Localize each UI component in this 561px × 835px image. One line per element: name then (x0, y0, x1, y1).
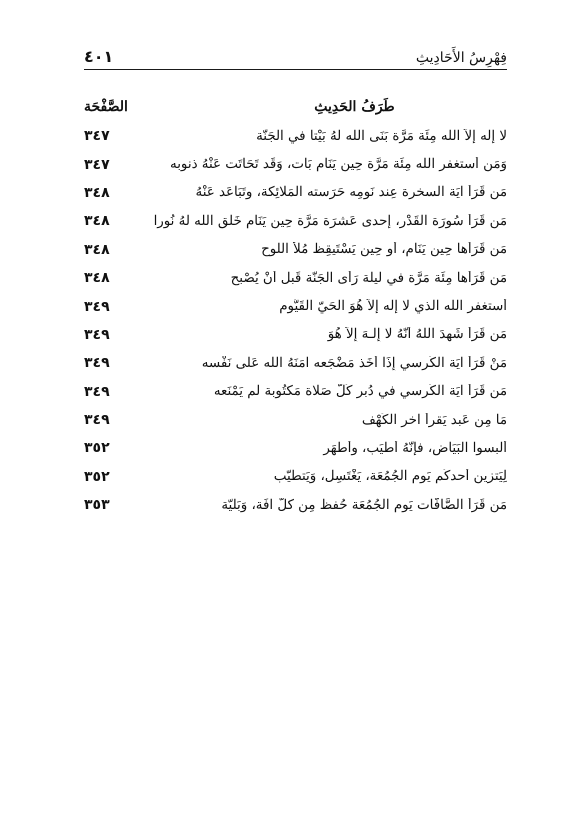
page-ref: ٣٥٣ (84, 497, 110, 514)
page-ref: ٣٤٧ (84, 128, 110, 145)
hadith-text: أستغفر الله الَّذي لا إله إلاّ هُوَ الحَيّ القَيُّوم (279, 299, 507, 315)
hadith-text: مَنْ قَرَأ آيَة الكُرسي إِذَا أَخَذ مَضْجَعه آمَنَهُ الله عَلَى نَفْسه (201, 355, 507, 371)
table-row (84, 463, 507, 491)
page-ref: ٣٤٨ (84, 184, 110, 201)
hadith-text: ألبسوا البَيَاض، فإنَّهُ أطيَب، وأطهَر (323, 440, 507, 456)
page-ref: ٣٤٨ (84, 270, 110, 287)
hadith-text: وَمَن أستغفر الله مِئَة مَرَّة حِين يَنَام بَات، وَقَد تَحَاتَت عَنْهُ ذنوبه (170, 157, 507, 173)
hadith-text: لا إله إلاّ الله مِئَة مَرَّة بَنَى الله لَهُ بَيْتاً في الجَنَّة (256, 128, 507, 144)
hadith-text: مَن قَرَأها حِين يَنَام، أو حِين يَسْتَيقِظ مُلأ اللَّوح (261, 242, 507, 258)
table-row (84, 434, 507, 462)
table-header (84, 92, 507, 122)
hadith-text: مَن قَرَأ آيَة الكُرسي في دُبر كُلّ صَلاة مَكتُوبة لَم يَمْنَعه (213, 384, 507, 400)
hadith-text: مَن قَرَأ شَهِدَ اللهُ أَنَّهُ لا إِلَـهَ إِلاَّ هُوَ (327, 327, 507, 343)
page-ref: ٣٤٩ (84, 298, 110, 315)
hadith-index-table (84, 92, 507, 519)
table-row (84, 264, 507, 292)
table-row (84, 292, 507, 320)
page-ref: ٣٤٩ (84, 383, 110, 400)
hadith-text: مَن قَرَأها مِئَة مَرَّة في لَيلَة رَأى الجَنَّة قَبل أَنْ يُصْبح (230, 270, 507, 286)
table-row (84, 150, 507, 178)
hadith-text: لِيَتزين أحدكُم يَوم الجُمُعَة، يَغْتَسِل، وَيَتطَيّب (273, 469, 507, 485)
hadith-text: مَن قَرَأ آيَة السخرة عِند نَومِه حَرَسته المَلائِكة، وتَبَاعَد عَنْهُ (195, 185, 507, 201)
column-header-page: الصَّفْحَة (84, 99, 128, 115)
hadith-text: مَن قَرَأ الصَّافَّات يَوم الجُمُعَة حُفظ مِن كلّ آفَة، وَبَليّة (221, 497, 507, 513)
table-row (84, 406, 507, 434)
table-row (84, 349, 507, 377)
running-title: فِهْرِسُ الأَحَادِيثِ (415, 50, 507, 66)
table-row (84, 122, 507, 150)
page-ref: ٣٤٧ (84, 156, 110, 173)
hadith-text: مَن قَرَأ سُورَة القَدْر، إحدى عَشرَة مَرَّة حِين يَنَام خَلَق الله لَهُ نُوراً (153, 213, 507, 229)
running-head (84, 44, 507, 66)
table-row (84, 378, 507, 406)
page-ref: ٣٥٢ (84, 468, 110, 485)
page-ref: ٣٤٨ (84, 213, 110, 230)
table-row (84, 491, 507, 519)
page-ref: ٣٤٩ (84, 355, 110, 372)
page-ref: ٣٤٩ (84, 412, 110, 429)
column-header-hadith: طَرَفُ الحَدِيثِ (314, 99, 395, 115)
hadith-text: مَا مِن عَبد يَقرأ آخر الكَهْف (361, 412, 507, 428)
table-row (84, 179, 507, 207)
table-row (84, 321, 507, 349)
page-ref: ٣٤٩ (84, 326, 110, 343)
header-rule (84, 69, 507, 70)
page-number: ٤٠١ (84, 47, 114, 66)
page-ref: ٣٤٨ (84, 241, 110, 258)
table-row (84, 236, 507, 264)
page-ref: ٣٥٢ (84, 440, 110, 457)
table-row (84, 207, 507, 235)
